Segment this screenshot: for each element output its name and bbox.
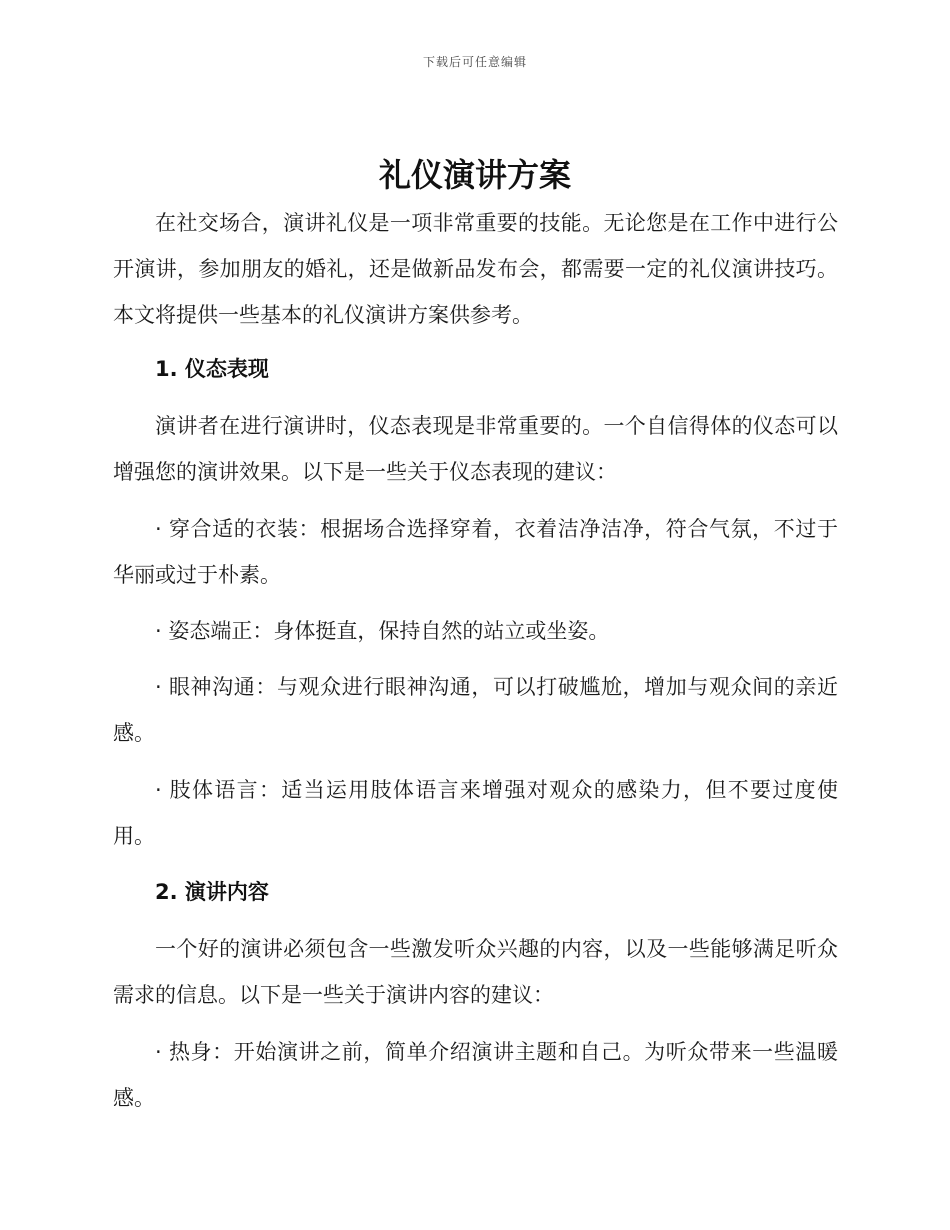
document-title: 礼仪演讲方案 [378,156,571,194]
list-item: · 姿态端正：身体挺直，保持自然的站立或坐姿。 [155,619,610,643]
section-intro-paragraph: 一个好的演讲必须包含一些激发听众兴趣的内容，以及一些能够满足听众需求的信息。以下是一些关于演讲内容的建议： [113,937,838,1007]
page-header-note: 下载后可任意编辑 [422,55,527,69]
list-item: · 热身：开始演讲之前，简单介绍演讲主题和自己。为听众带来一些温暖感。 [113,1040,838,1110]
section-intro-paragraph: 演讲者在进行演讲时，仪态表现是非常重要的。一个自信得体的仪态可以增强您的演讲效果。以下是一些关于仪态表现的建议： [113,414,838,484]
intro-paragraph: 在社交场合，演讲礼仪是一项非常重要的技能。无论您是在工作中进行公开演讲，参加朋友的婚礼，还是做新品发布会，都需要一定的礼仪演讲技巧。本文将提供一些基本的礼仪演讲方案供参考。 [113,211,838,327]
list-item: · 眼神沟通：与观众进行眼神沟通，可以打破尴尬，增加与观众间的亲近感。 [113,675,838,745]
list-item: · 穿合适的衣装：根据场合选择穿着，衣着洁净洁净，符合气氛，不过于华丽或过于朴素。 [113,517,838,587]
list-item: · 肢体语言：适当运用肢体语言来增强对观众的感染力，但不要过度使用。 [113,778,838,848]
section-heading: 1. 仪态表现 [155,357,269,381]
section-heading: 2. 演讲内容 [155,880,269,904]
